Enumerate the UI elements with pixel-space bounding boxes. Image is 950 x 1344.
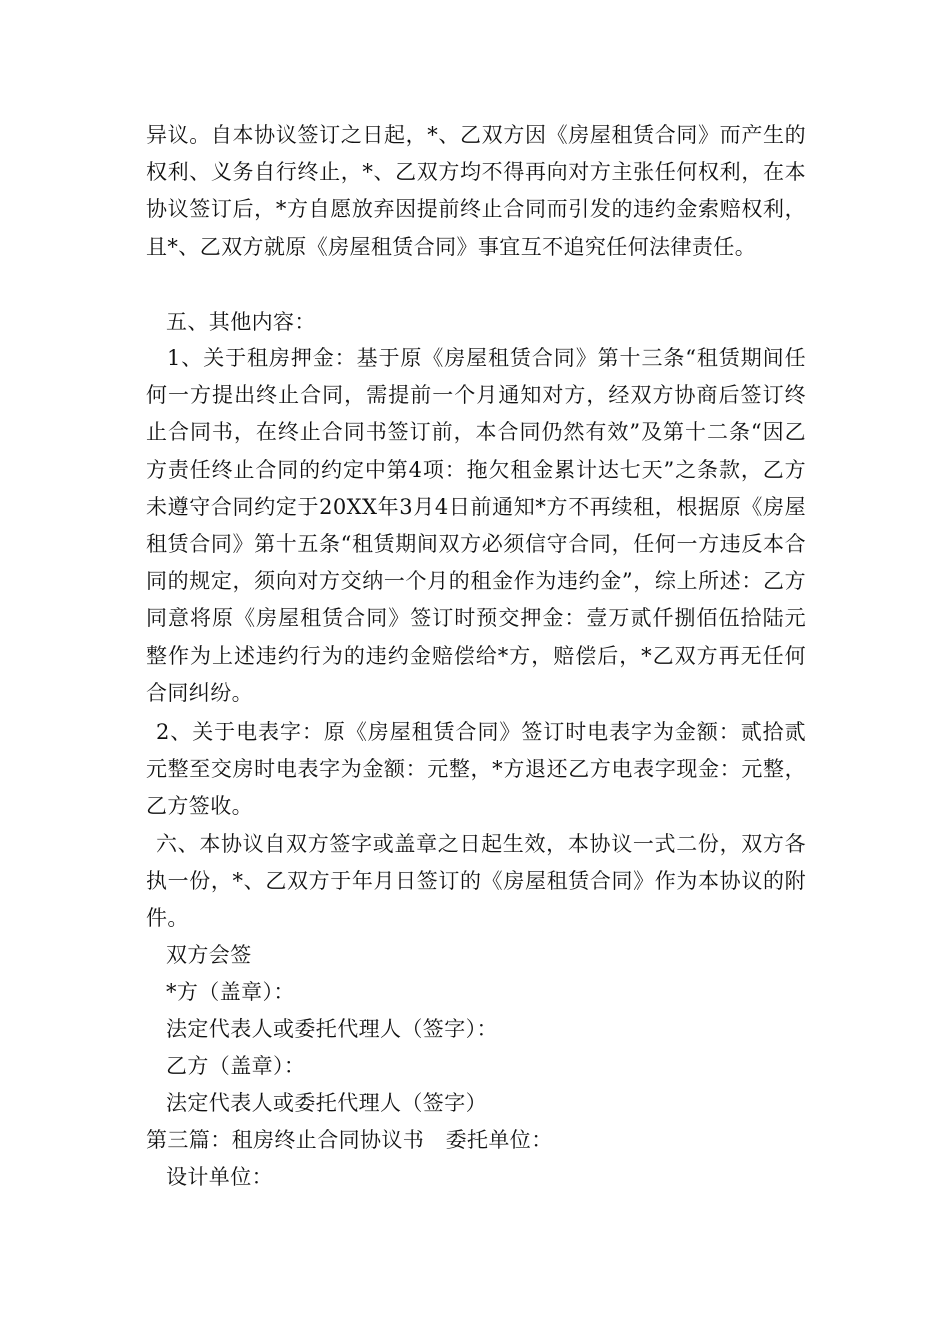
paragraph-effective-clause: 六、本协议自双方签字或盖章之日起生效，本协议一式二份，双方各执一份，*、乙双方于年月日签订的《房屋租赁合同》作为本协议的附件。 [146, 832, 806, 931]
section-heading-other-content: 五、其他内容： [166, 310, 316, 334]
party-b-representative-line: 法定代表人或委托代理人（签字） [166, 1091, 487, 1115]
joint-signature-heading: 双方会签 [166, 943, 252, 967]
third-article-heading: 第三篇：租房终止合同协议书 委托单位： [146, 1128, 553, 1152]
paragraph-termination-effect: 异议。自本协议签订之日起，*、乙双方因《房屋租赁合同》而产生的权利、义务自行终止，*、乙双方均不得再向对方主张任何权利，在本协议签订后，*方自愿放弃因提前终止合同而引发的违约金索赔权利，且*、乙双方就原《房屋租赁合同》事宜互不追究任何法律责任。 [146, 123, 806, 259]
party-b-seal-line: 乙方（盖章）： [166, 1054, 306, 1078]
party-a-seal-line: *方（盖章）： [166, 980, 295, 1004]
design-unit-line: 设计单位： [166, 1165, 273, 1189]
paragraph-deposit-clause: 1、关于租房押金：基于原《房屋租赁合同》第十三条“租赁期间任何一方提出终止合同，需提前一个月通知对方，经双方协商后签订终止合同书，在终止合同书签订前，本合同仍然有效”及第十二条“因乙方责任终止合同的约定中第4项：拖欠租金累计达七天”之条款，乙方未遵守合同约定于20XX年3月4日前通知*方不再续租，根据原《房屋租赁合同》第十五条“租赁期间双方必须信守合同，任何一方违反本合同的规定，须向对方交纳一个月的租金作为违约金”，综上所述：乙方同意将原《房屋租赁合同》签订时预交押金：壹万贰仟捌佰伍拾陆元整作为上述违约行为的违约金赔偿给*方，赔偿后，*乙双方再无任何合同纠纷。 [146, 346, 806, 705]
party-a-representative-line: 法定代表人或委托代理人（签字）： [166, 1017, 498, 1041]
paragraph-meter-clause: 2、关于电表字：原《房屋租赁合同》签订时电表字为金额：贰拾贰元整至交房时电表字为金额：元整，*方退还乙方电表字现金：元整，乙方签收。 [146, 720, 806, 819]
